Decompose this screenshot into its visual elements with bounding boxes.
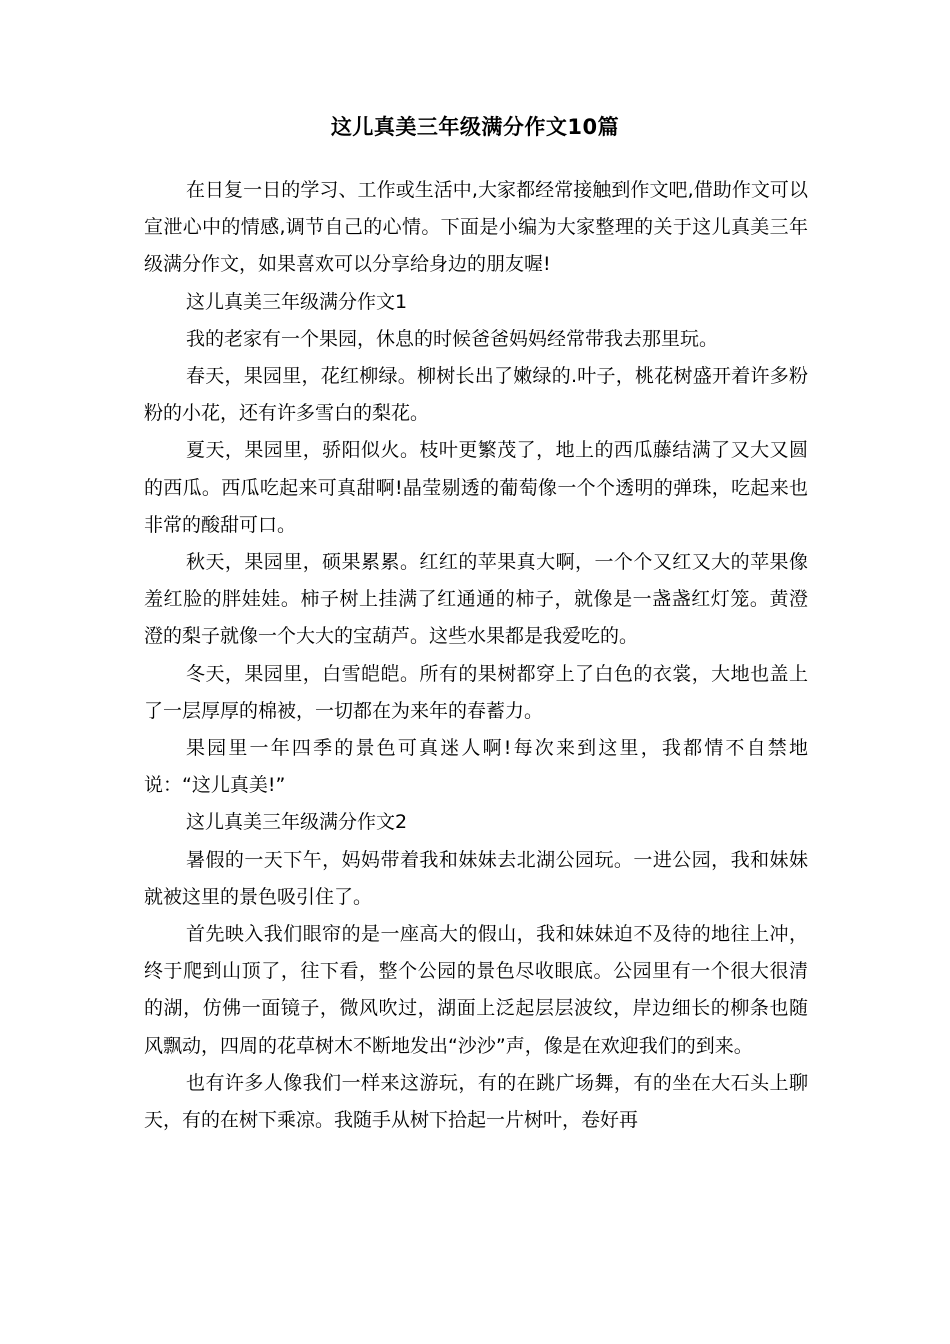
document-body [144, 172, 808, 1139]
paragraph: 夏天，果园里，骄阳似火。枝叶更繁茂了，地上的西瓜藤结满了又大又圆的西瓜。西瓜吃起来可真甜啊!晶莹剔透的葡萄像一个个透明的弹珠，吃起来也非常的酸甜可口。 [144, 439, 808, 536]
paragraph: 首先映入我们眼帘的是一座高大的假山，我和妹妹迫不及待的地往上冲，终于爬到山顶了，往下看，整个公园的景色尽收眼底。公园里有一个很大很清的湖，仿佛一面镜子，微风吹过，湖面上泛起层层波纹，岸边细长的柳条也随风飘动，四周的花草树木不断地发出“沙沙”声，像是在欢迎我们的到来。 [144, 923, 808, 1057]
paragraph: 秋天，果园里，硕果累累。红红的苹果真大啊，一个个又红又大的苹果像羞红脸的胖娃娃。柿子树上挂满了红通通的柿子，就像是一盏盏红灯笼。黄澄澄的梨子就像一个大大的宝葫芦。这些水果都是我爱吃的。 [144, 551, 808, 648]
paragraph: 果园里一年四季的景色可真迷人啊!每次来到这里，我都情不自禁地说：“这儿真美!” [144, 737, 808, 797]
essay-heading-2: 这儿真美三年级满分作文2 [186, 811, 408, 834]
paragraph: 暑假的一天下午，妈妈带着我和妹妹去北湖公园玩。一进公园，我和妹妹就被这里的景色吸引住了。 [144, 848, 808, 908]
paragraph: 我的老家有一个果园，休息的时候爸爸妈妈经常带我去那里玩。 [186, 327, 719, 350]
essay-heading-1: 这儿真美三年级满分作文1 [186, 290, 408, 313]
paragraph: 也有许多人像我们一样来这游玩，有的在跳广场舞，有的坐在大石头上聊天，有的在树下乘凉。我随手从树下拾起一片树叶，卷好再 [144, 1071, 808, 1132]
paragraph: 春天，果园里，花红柳绿。柳树长出了嫩绿的.叶子，桃花树盛开着许多粉粉的小花，还有许多雪白的梨花。 [144, 365, 808, 425]
paragraph: 冬天，果园里，白雪皑皑。所有的果树都穿上了白色的衣裳，大地也盖上了一层厚厚的棉被，一切都在为来年的春蓄力。 [144, 662, 808, 722]
intro-paragraph: 在日复一日的学习、工作或生活中,大家都经常接触到作文吧,借助作文可以宣泄心中的情感,调节自己的心情。下面是小编为大家整理的关于这儿真美三年级满分作文，如果喜欢可以分享给身边的朋友喔! [144, 179, 808, 276]
document-title: 这儿真美三年级满分作文10篇 [330, 115, 620, 139]
